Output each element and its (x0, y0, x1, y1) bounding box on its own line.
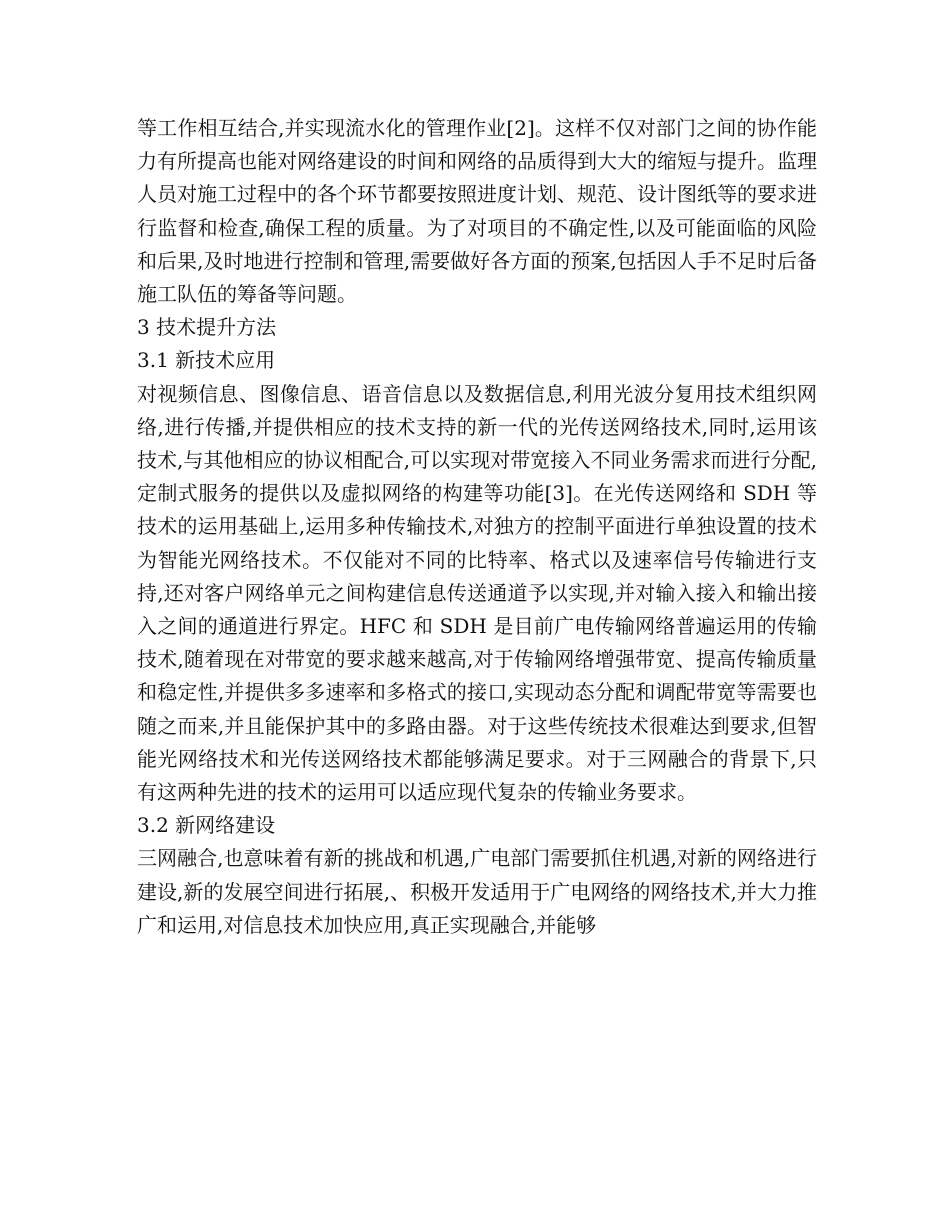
section-heading-3: 3 技术提升方法 (137, 315, 277, 340)
subsection-heading-3-1: 3.1 新技术应用 (137, 348, 276, 373)
subsection-heading-3-2: 3.2 新网络建设 (137, 813, 276, 838)
paragraph-management: 等工作相互结合,并实现流水化的管理作业[2]。这样不仅对部门之间的协作能力有所提高也能对网络建设的时间和网络的品质得到大大的缩短与提升。监理人员对施工过程中的各个环节都要按照进度计划、规范、设计图纸等的要求进行监督和检查,确保工程的质量。为了对项目的不确定性,以及可能面临的风险和后果,及时地进行控制和管理,需要做好各方面的预案,包括因人手不足时后备施工队伍的筹备等问题。 (137, 116, 817, 307)
paragraph-new-network: 三网融合,也意味着有新的挑战和机遇,广电部门需要抓住机遇,对新的网络进行建设,新的发展空间进行拓展,、积极开发适用于广电网络的网络技术,并大力推广和运用,对信息技术加快应用,真正实现融合,并能够 (137, 846, 817, 937)
document-page (137, 112, 817, 942)
paragraph-new-technology: 对视频信息、图像信息、语音信息以及数据信息,利用光波分复用技术组织网络,进行传播,并提供相应的技术支持的新一代的光传送网络技术,同时,运用该技术,与其他相应的协议相配合,可以实现对带宽接入不同业务需求而进行分配,定制式服务的提供以及虚拟网络的构建等功能[3]。在光传送网络和 SDH 等技术的运用基础上,运用多种传输技术,对独方的控制平面进行单独设置的技术为智能光网络技术。不仅能对不同的比特率、格式以及速率信号传输进行支持,还对客户网络单元之间构建信息传送通道予以实现,并对输入接入和输出接入之间的通道进行界定。HFC 和 SDH 是目前广电传输网络普遍运用的传输技术,随着现在对带宽的要求越来越高,对于传输网络增强带宽、提高传输质量和稳定性,并提供多多速率和多格式的接口,实现动态分配和调配带宽等需要也随之而来,并且能保护其中的多路由器。对于这些传统技术很难达到要求,但智能光网络技术和光传送网络技术都能够满足要求。对于三网融合的背景下,只有这两种先进的技术的运用可以适应现代复杂的传输业务要求。 (137, 381, 817, 805)
